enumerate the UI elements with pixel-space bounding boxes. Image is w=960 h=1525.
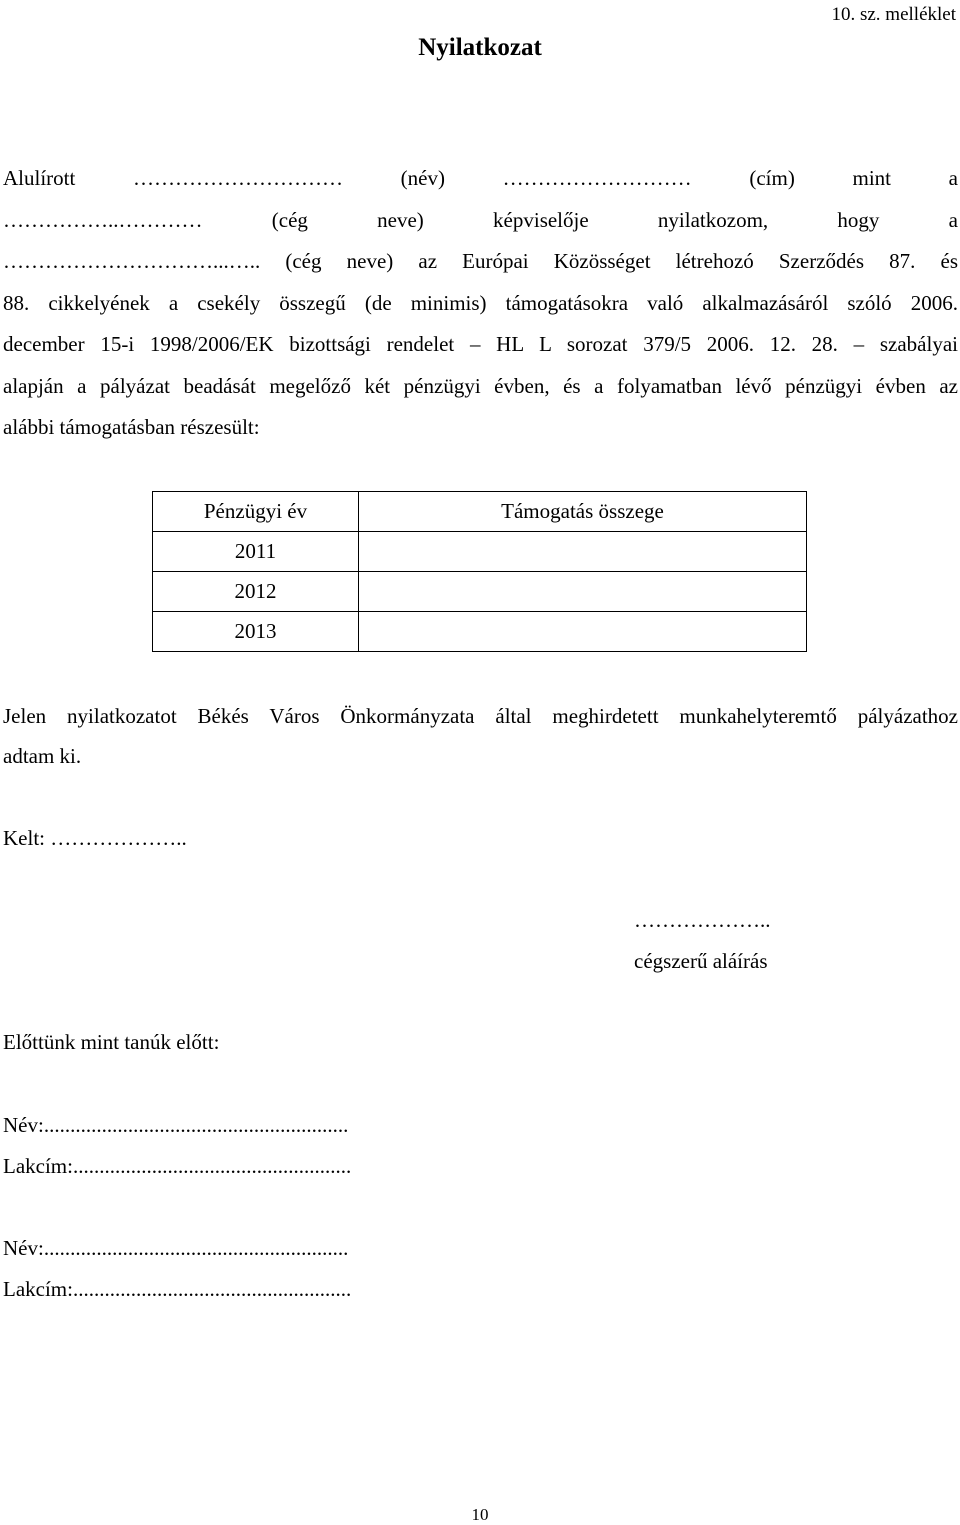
intro-line: …………………………...….. (cég neve) az Európai Közösséget létrehozó Szerződés 87. és <box>3 249 958 273</box>
document-title: Nyilatkozat <box>418 34 542 61</box>
amount-cell <box>359 612 807 652</box>
date-line: Kelt: ……………….. <box>3 826 187 850</box>
witness2-address: Lakcím:..................................................... <box>3 1277 352 1301</box>
table-header-row <box>153 492 807 532</box>
witness1-name: Név:.......................................................... <box>3 1113 349 1137</box>
witness2-name: Név:.......................................................... <box>3 1236 349 1260</box>
intro-line: december 15-i 1998/2006/EK bizottsági rendelet – HL L sorozat 379/5 2006. 12. 28. – szabályai <box>3 332 958 356</box>
header-support-amount: Támogatás összege <box>359 492 807 532</box>
amount-cell <box>359 572 807 612</box>
signature-label: cégszerű aláírás <box>634 949 768 973</box>
intro-line: alapján a pályázat beadását megelőző két pénzügyi évben, és a folyamatban lévő pénzügyi évben az <box>3 373 958 398</box>
intro-line: Alulírott ………………………… (név) ……………………… (cím) mint a <box>3 166 958 190</box>
statement-line: Jelen nyilatkozatot Békés Város Önkormányzata által meghirdetett munkahelyteremtő pályázathoz <box>3 704 958 728</box>
table-row <box>153 532 807 572</box>
intro-line: 88. cikkelyének a csekély összegű (de minimis) támogatásokra való alkalmazásáról szóló 2006. <box>3 290 958 315</box>
support-table <box>152 491 807 652</box>
intro-line: alábbi támogatásban részesült: <box>3 415 260 439</box>
table-row <box>153 572 807 612</box>
witness1-address: Lakcím:..................................................... <box>3 1154 352 1178</box>
table-row <box>153 612 807 652</box>
intro-paragraph <box>3 158 958 449</box>
witnesses-heading: Előttünk mint tanúk előtt: <box>3 1030 220 1054</box>
annex-label: 10. sz. melléklet <box>831 4 956 25</box>
page-number: 10 <box>471 1505 489 1524</box>
header-fiscal-year: Pénzügyi év <box>153 492 359 532</box>
year-cell: 2011 <box>153 532 359 572</box>
amount-cell <box>359 532 807 572</box>
year-cell: 2012 <box>153 572 359 612</box>
statement-line: adtam ki. <box>3 744 82 768</box>
year-cell: 2013 <box>153 612 359 652</box>
statement-paragraph <box>3 696 958 776</box>
intro-line: ……………..………… (cég neve) képviselője nyilatkozom, hogy a <box>3 207 958 232</box>
signature-dots: ……………….. <box>634 908 771 932</box>
